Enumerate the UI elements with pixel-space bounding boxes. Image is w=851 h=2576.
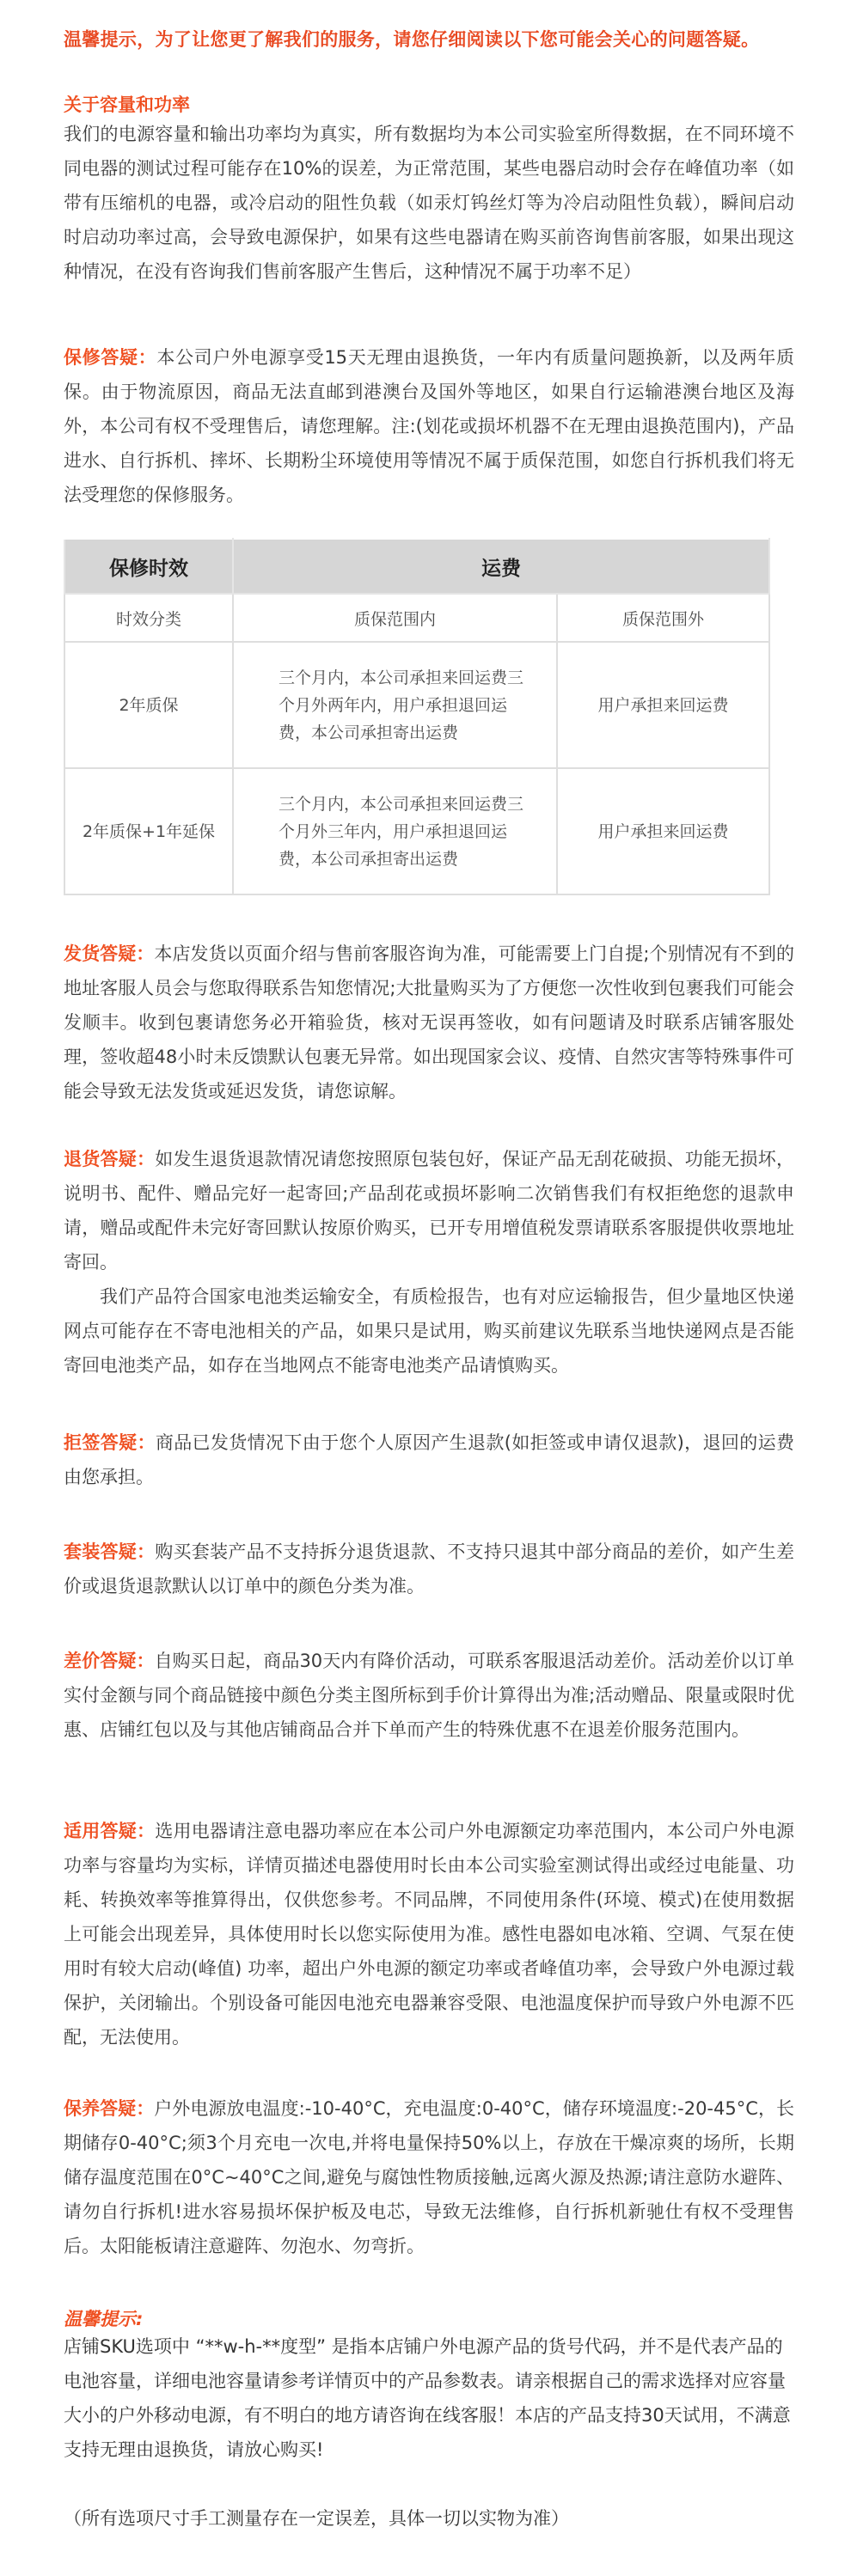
table-header-shipping: 运费 <box>233 539 769 594</box>
tip-note: （所有选项尺寸手工测量存在一定误差，具体一切以实物为准） <box>64 2508 569 2529</box>
table-header-period: 保修时效 <box>64 539 233 594</box>
tip-title: 温馨提示: <box>64 2309 144 2329</box>
price-qa-label: 差价答疑： <box>64 1651 155 1671</box>
table-subheader-category: 时效分类 <box>64 594 233 642</box>
price-qa-body: 自购买日起，商品30天内有降价活动，可联系客服退活动差价。活动差价以订单实付金额与同个商品链接中颜色分类主图所标到手价计算得出为准;活动赠品、限量或限时优惠、店铺红包以及与其他店铺商品合并下单而产生的特殊优惠不在退差价服务范围内。 <box>64 1651 795 1740</box>
top-notice: 温馨提示，为了让您更了解我们的服务，请您仔细阅读以下您可能会关心的问题答疑。 <box>64 29 760 50</box>
table-cell-outside: 用户承担来回运费 <box>557 768 769 894</box>
table-subheader-inside: 质保范围内 <box>233 594 557 642</box>
price-qa <box>64 1644 794 1747</box>
table-row <box>64 642 769 768</box>
bundle-qa <box>64 1535 794 1603</box>
returns-qa-body: 如发生退货退款情况请您按照原包装包好，保证产品无刮花破损、功能无损坏，说明书、配件、赠品完好一起寄回;产品刮花或损坏影响二次销售我们有权拒绝您的退款申请，赠品或配件未完好寄回默认按原价购买，已开专用增值税发票请联系客服提供收票地址寄回。 <box>64 1149 795 1273</box>
shipping-qa-body: 本店发货以页面介绍与售前客服咨询为准，可能需要上门自提;个别情况有不到的地址客服人员会与您取得联系告知您情况;大批量购买为了方便您一次性收到包裹我们可能会发顺丰。收到包裹请您务必开箱验货，核对无误再签收，如有问题请及时联系店铺客服处理，签收超48小时未反馈默认包裹无异常。如出现国家会议、疫情、自然灾害等特殊事件可能会导致无法发货或延迟发货，请您谅解。 <box>64 943 795 1102</box>
maintenance-qa <box>64 2091 794 2263</box>
warranty-qa-label: 保修答疑： <box>64 347 157 368</box>
table-cell-inside: 三个月内，本公司承担来回运费三个月外三年内，用户承担退回运费，本公司承担寄出运费 <box>233 768 557 894</box>
warranty-qa <box>64 340 794 512</box>
bundle-qa-body: 购买套装产品不支持拆分退货退款、不支持只退其中部分商品的差价，如产生差价或退货退款默认以订单中的颜色分类为准。 <box>64 1541 795 1596</box>
refuse-qa <box>64 1425 794 1494</box>
capacity-title: 关于容量和功率 <box>64 95 190 115</box>
capacity-body: 我们的电源容量和输出功率均为真实，所有数据均为本公司实验室所得数据，在不同环境不同电器的测试过程可能存在10%的误差，为正常范围，某些电器启动时会存在峰值功率（如带有压缩机的电器，或冷启动的阻性负载（如汞灯钨丝灯等为冷启动阻性负载），瞬间启动时启动功率过高，会导致电源保护，如果有这些电器请在购买前咨询售前客服，如果出现这种情况，在没有咨询我们售前客服产生售后，这种情况不属于功率不足） <box>64 124 794 282</box>
usage-qa-body: 选用电器请注意电器功率应在本公司户外电源额定功率范围内，本公司户外电源功率与容量均为实标，详情页描述电器使用时长由本公司实验室测试得出或经过电能量、功耗、转换效率等推算得出，仅供您参考。不同品牌，不同使用条件(环境、模式)在使用数据上可能会出现差异，具体使用时长以您实际使用为准。感性电器如电冰箱、空调、气泵在使用时有较大启动(峰值) 功率，超出户外电源的额定功率或者峰值功率，会导致户外电源过载保护，关闭输出。个别设备可能因电池充电器兼容受限、电池温度保护而导致户外电源不匹配，无法使用。 <box>64 1821 795 2048</box>
table-cell-outside: 用户承担来回运费 <box>557 642 769 768</box>
refuse-qa-body: 商品已发货情况下由于您个人原因产生退款(如拒签或申请仅退款)，退回的运费由您承担。 <box>64 1432 794 1487</box>
refuse-qa-label: 拒签答疑： <box>64 1432 156 1453</box>
tip-body: 店铺SKU选项中 “**w-h-**度型” 是指本店铺户外电源产品的货号代码，并不是代表产品的电池容量，详细电池容量请参考详情页中的产品参数表。请亲根据自己的需求选择对应容量大小的户外移动电源，有不明白的地方请咨询在线客服！本店的产品支持30天试用，不满意支持无理由退换货，请放心购买! <box>64 2336 791 2460</box>
table-cell-period: 2年质保+1年延保 <box>64 768 233 894</box>
usage-qa <box>64 1814 794 2054</box>
bundle-qa-label: 套装答疑： <box>64 1541 156 1562</box>
usage-qa-label: 适用答疑： <box>64 1821 156 1841</box>
warranty-qa-body: 本公司户外电源享受15天无理由退换货，一年内有质量问题换新，以及两年质保。由于物流原因，商品无法直邮到港澳台及国外等地区，如果自行运输港澳台地区及海外，本公司有权不受理售后，请您理解。注:(划花或损坏机器不在无理由退换范围内)，产品进水、自行拆机、摔坏、长期粉尘环境使用等情况不属于质保范围，如您自行拆机我们将无法受理您的保修服务。 <box>64 347 795 505</box>
table-subheader-row <box>64 594 769 642</box>
table-cell-period: 2年质保 <box>64 642 233 768</box>
returns-battery-note: 我们产品符合国家电池类运输安全，有质检报告，也有对应运输报告，但少量地区快递网点可能存在不寄电池相关的产品，如果只是试用，购买前建议先联系当地快递网点是否能寄回电池类产品，如存在当地网点不能寄电池类产品请慎购买。 <box>64 1286 794 1376</box>
shipping-qa <box>64 937 794 1108</box>
table-subheader-outside: 质保范围外 <box>557 594 769 642</box>
maintenance-qa-label: 保养答疑： <box>64 2098 155 2119</box>
table-cell-inside: 三个月内，本公司承担来回运费三个月外两年内，用户承担退回运费，本公司承担寄出运费 <box>233 642 557 768</box>
returns-qa <box>64 1142 794 1279</box>
returns-qa-label: 退货答疑： <box>64 1149 156 1169</box>
shipping-qa-label: 发货答疑： <box>64 943 155 964</box>
maintenance-qa-body: 户外电源放电温度:-10-40°C，充电温度:0-40°C，储存环境温度:-20-45°C，长期储存0-40°C;须3个月充电一次电,并将电量保持50%以上，存放在干燥凉爽的场所，长期储存温度范围在0°C~40°C之间,避免与腐蚀性物质接触,远离火源及热源;请注意防水避阵、请勿自行拆机!进水容易损坏保护板及电芯，导致无法维修，自行拆机新驰仕有权不受理售后。太阳能板请注意避阵、勿泡水、勿弯折。 <box>64 2098 794 2256</box>
warranty-table <box>64 538 770 895</box>
table-row <box>64 768 769 894</box>
